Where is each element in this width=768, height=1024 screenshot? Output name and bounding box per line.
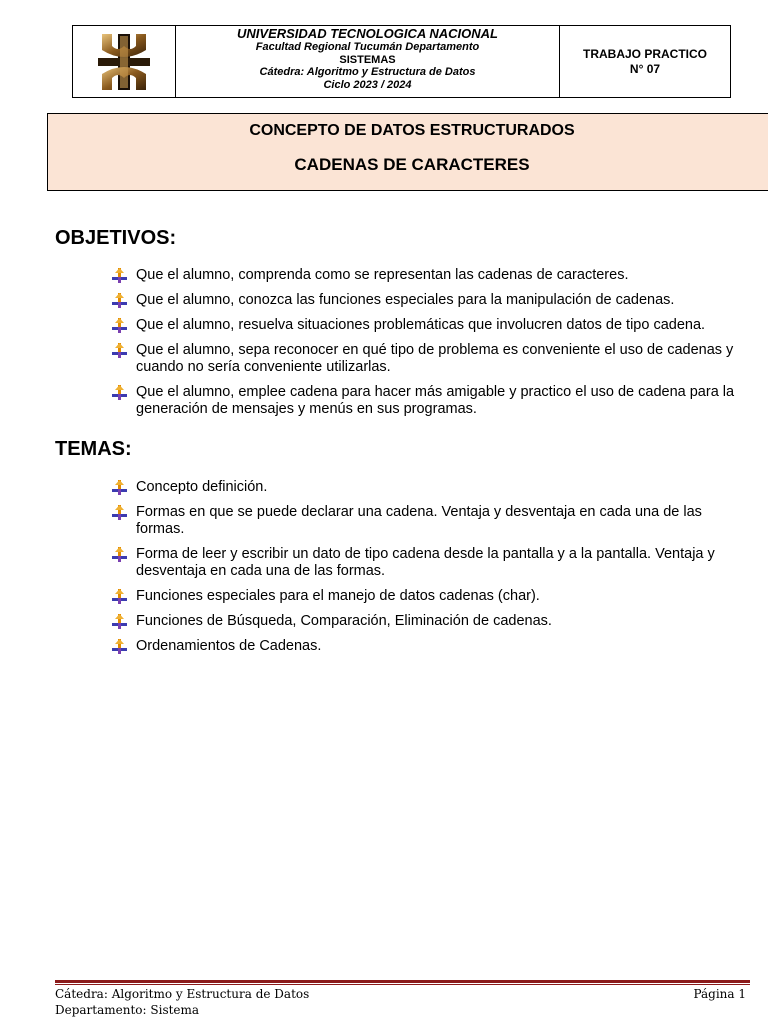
list-item-text: Que el alumno, conozca las funciones especiales para la manipulación de cadenas. — [136, 292, 675, 308]
faculty-name: Facultad Regional Tucumán Departamento — [255, 41, 480, 53]
list-item-text: Que el alumno, sepa reconocer en qué tipo de problema es conveniente el uso de cadenas y cuando no sería conveniente utilizarlas. — [136, 342, 734, 375]
bullet-arrow-icon — [112, 589, 127, 604]
header-table — [72, 25, 731, 98]
list-item — [112, 479, 744, 496]
bullet-arrow-icon — [112, 268, 127, 283]
list-item — [112, 613, 744, 630]
objetivos-heading: OBJETIVOS: — [55, 227, 177, 249]
bullet-arrow-icon — [112, 480, 127, 495]
list-item-text: Ordenamientos de Cadenas. — [136, 638, 322, 654]
list-item — [112, 317, 744, 334]
list-item — [112, 588, 744, 605]
list-item — [112, 546, 744, 580]
bullet-arrow-icon — [112, 385, 127, 400]
bullet-arrow-icon — [112, 318, 127, 333]
temas-heading: TEMAS: — [55, 438, 132, 460]
list-item-text: Funciones de Búsqueda, Comparación, Eliminación de cadenas. — [136, 613, 552, 629]
header-institution — [176, 26, 560, 97]
list-item-text: Que el alumno, emplee cadena para hacer más amigable y practico el uso de cadena para la generación de mensajes y menús en sus programas. — [136, 384, 735, 417]
work-type: TRABAJO PRACTICO — [582, 46, 707, 61]
footer-left — [55, 986, 309, 1018]
cycle: Ciclo 2023 / 2024 — [323, 78, 412, 91]
university-name: UNIVERSIDAD TECNOLOGICA NACIONAL — [237, 26, 498, 41]
list-item-text: Formas en que se puede declarar una cadena. Ventaja y desventaja en cada una de las formas. — [136, 504, 702, 537]
title-box — [47, 113, 768, 191]
list-item-text: Funciones especiales para el manejo de datos cadenas (char). — [136, 588, 540, 604]
list-item-text: Concepto definición. — [136, 479, 268, 495]
bullet-arrow-icon — [112, 343, 127, 358]
utn-logo-icon — [96, 30, 152, 94]
list-item — [112, 267, 744, 284]
course-name: Cátedra: Algoritmo y Estructura de Datos — [259, 66, 476, 78]
list-item — [112, 384, 744, 418]
footer-rule — [55, 980, 750, 983]
list-item — [112, 504, 744, 538]
bullet-arrow-icon — [112, 505, 127, 520]
list-item-text: Forma de leer y escribir un dato de tipo cadena desde la pantalla y a la pantalla. Ventaja y desventaja en cada una de las formas. — [136, 546, 715, 579]
footer-department: Departamento: Sistema — [55, 1003, 200, 1017]
bullet-arrow-icon — [112, 547, 127, 562]
list-item — [112, 342, 744, 376]
logo-cell — [73, 26, 176, 97]
list-item-text: Que el alumno, comprenda como se representan las cadenas de caracteres. — [136, 267, 629, 283]
list-item — [112, 292, 744, 309]
work-number: N° 07 — [629, 61, 661, 76]
objetivos-list — [112, 267, 744, 426]
title-line-1: CONCEPTO DE DATOS ESTRUCTURADOS — [249, 122, 575, 139]
list-item — [112, 638, 744, 655]
bullet-arrow-icon — [112, 639, 127, 654]
list-item-text: Que el alumno, resuelva situaciones problemáticas que involucren datos de tipo cadena. — [136, 317, 706, 333]
footer-rule-thin — [55, 984, 750, 985]
footer-page-number: Página 1 — [693, 987, 746, 1001]
bullet-arrow-icon — [112, 614, 127, 629]
bullet-arrow-icon — [112, 293, 127, 308]
department-name: SISTEMAS — [339, 53, 396, 66]
temas-list — [112, 479, 744, 663]
footer-course: Cátedra: Algoritmo y Estructura de Datos — [55, 987, 310, 1001]
title-line-2: CADENAS DE CARACTERES — [294, 155, 530, 174]
work-info — [560, 26, 730, 97]
